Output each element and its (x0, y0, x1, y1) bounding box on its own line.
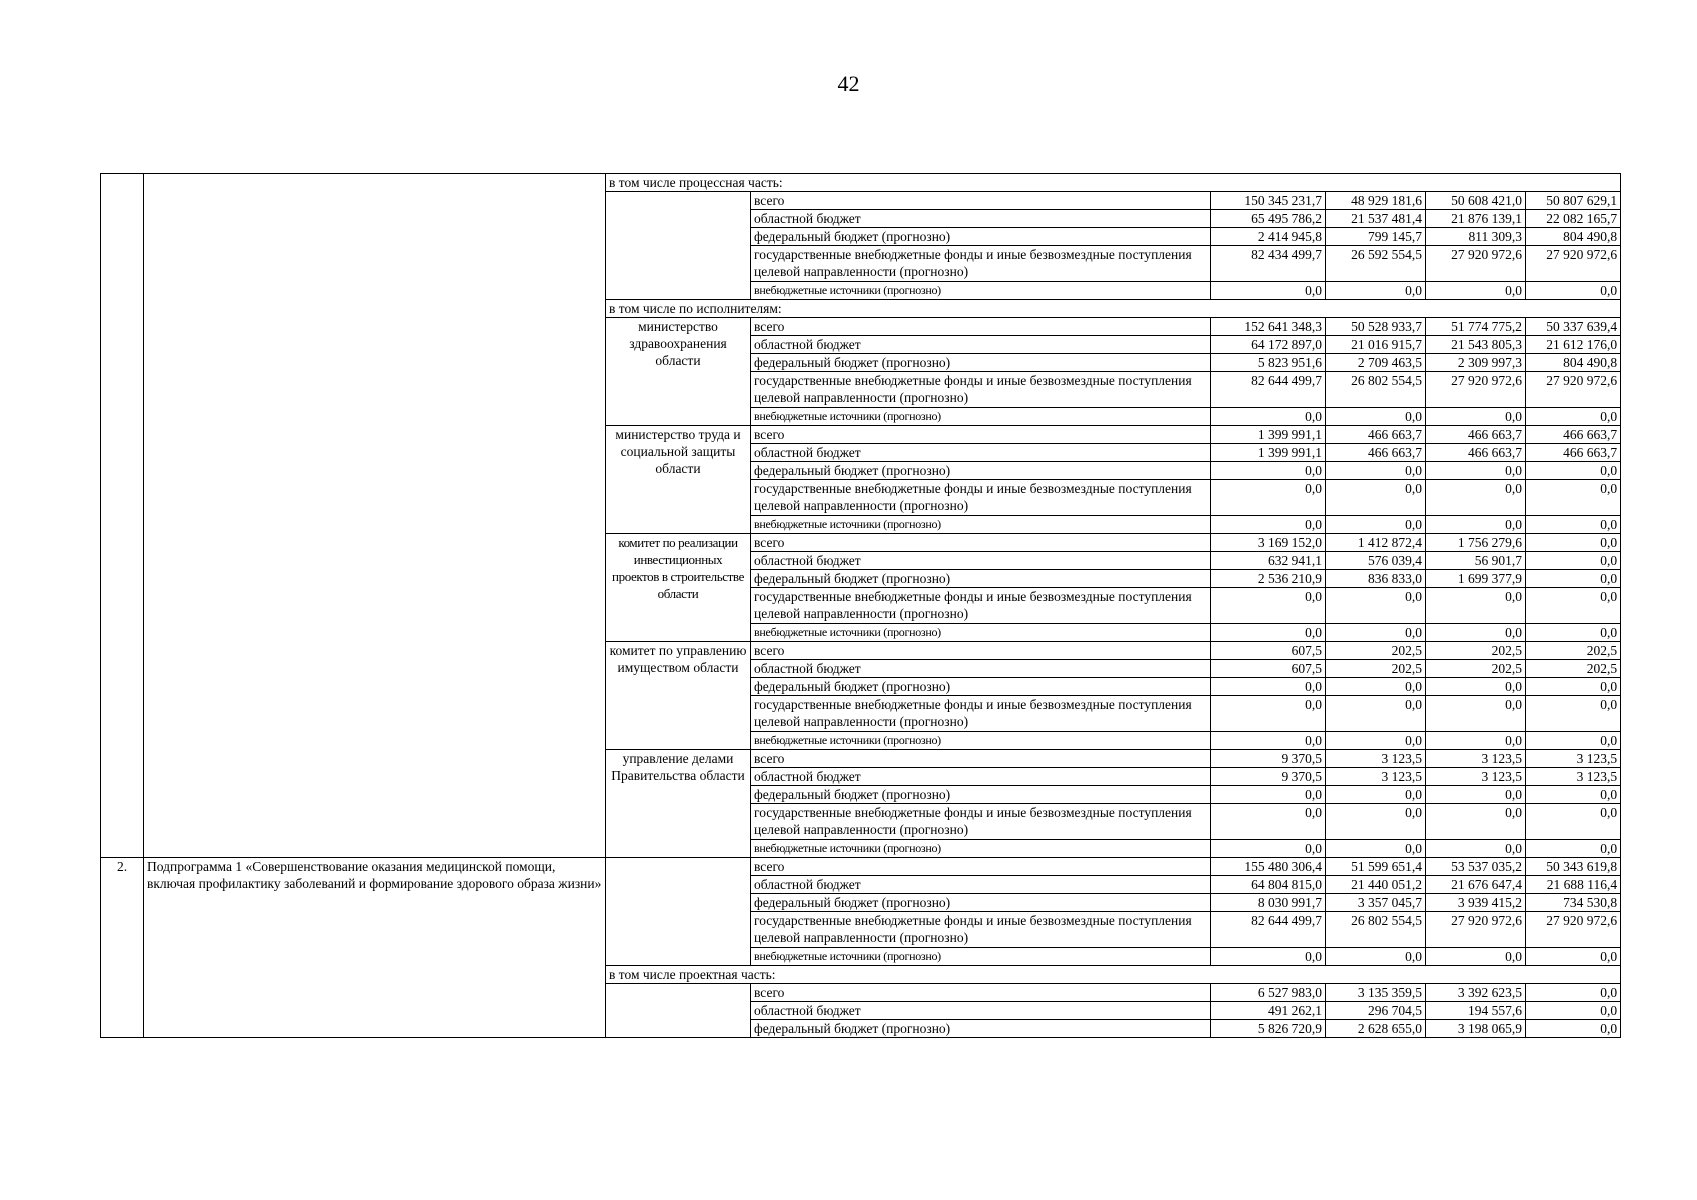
amount-cell: 21 440 051,2 (1326, 876, 1426, 894)
amount-cell: 804 490,8 (1526, 228, 1621, 246)
amount-cell: 2 309 997,3 (1426, 354, 1526, 372)
funding-source: областной бюджет (751, 768, 1211, 786)
amount-cell: 0,0 (1211, 678, 1326, 696)
amount-cell: 0,0 (1426, 678, 1526, 696)
amount-cell: 836 833,0 (1326, 570, 1426, 588)
amount-cell: 1 699 377,9 (1426, 570, 1526, 588)
amount-cell: 3 123,5 (1326, 768, 1426, 786)
funding-source: всего (751, 426, 1211, 444)
amount-cell: 194 557,6 (1426, 1002, 1526, 1020)
funding-source: областной бюджет (751, 552, 1211, 570)
amount-cell: 51 599 651,4 (1326, 858, 1426, 876)
amount-cell: 0,0 (1526, 948, 1621, 966)
amount-cell: 0,0 (1426, 732, 1526, 750)
funding-source: федеральный бюджет (прогнозно) (751, 462, 1211, 480)
table-row (101, 858, 1621, 876)
financing-table (100, 173, 1621, 1038)
amount-cell: 50 528 933,7 (1326, 318, 1426, 336)
subprogram-name: Подпрограмма 1 «Совершенствование оказания медицинской помощи, включая профилактику заболеваний и формирование здорового образа жизни» (144, 858, 606, 1038)
amount-cell: 0,0 (1211, 732, 1326, 750)
amount-cell: 0,0 (1211, 480, 1326, 516)
funding-source: федеральный бюджет (прогнозно) (751, 786, 1211, 804)
amount-cell: 21 016 915,7 (1326, 336, 1426, 354)
amount-cell: 734 530,8 (1526, 894, 1621, 912)
amount-cell: 27 920 972,6 (1426, 912, 1526, 948)
executor-labor: министерство труда и социальной защиты области (606, 426, 751, 534)
amount-cell: 0,0 (1526, 588, 1621, 624)
amount-cell: 0,0 (1326, 588, 1426, 624)
amount-cell: 2 414 945,8 (1211, 228, 1326, 246)
page-number: 42 (837, 71, 860, 96)
amount-cell: 632 941,1 (1211, 552, 1326, 570)
amount-cell: 21 688 116,4 (1526, 876, 1621, 894)
amount-cell: 804 490,8 (1526, 354, 1621, 372)
amount-cell: 82 434 499,7 (1211, 246, 1326, 282)
amount-cell: 21 876 139,1 (1426, 210, 1526, 228)
funding-source: внебюджетные источники (прогнозно) (751, 408, 1211, 426)
amount-cell: 466 663,7 (1326, 444, 1426, 462)
funding-source: федеральный бюджет (прогнозно) (751, 354, 1211, 372)
amount-cell: 50 343 619,8 (1526, 858, 1621, 876)
funding-source: областной бюджет (751, 1002, 1211, 1020)
amount-cell: 0,0 (1526, 984, 1621, 1002)
funding-source: государственные внебюджетные фонды и иные безвозмездные поступления целевой направленности (прогнозно) (751, 246, 1211, 282)
amount-cell: 0,0 (1326, 462, 1426, 480)
amount-cell: 3 135 359,5 (1326, 984, 1426, 1002)
amount-cell: 0,0 (1526, 696, 1621, 732)
amount-cell: 0,0 (1211, 624, 1326, 642)
amount-cell: 466 663,7 (1526, 426, 1621, 444)
amount-cell: 27 920 972,6 (1426, 372, 1526, 408)
amount-cell: 296 704,5 (1326, 1002, 1426, 1020)
amount-cell: 491 262,1 (1211, 1002, 1326, 1020)
amount-cell: 3 123,5 (1426, 750, 1526, 768)
funding-source: федеральный бюджет (прогнозно) (751, 894, 1211, 912)
amount-cell: 3 123,5 (1526, 768, 1621, 786)
amount-cell: 0,0 (1326, 408, 1426, 426)
amount-cell: 466 663,7 (1326, 426, 1426, 444)
amount-cell: 21 676 647,4 (1426, 876, 1526, 894)
name-cell (144, 174, 606, 858)
amount-cell: 64 172 897,0 (1211, 336, 1326, 354)
amount-cell: 607,5 (1211, 642, 1326, 660)
funding-source: внебюджетные источники (прогнозно) (751, 282, 1211, 300)
funding-source: областной бюджет (751, 444, 1211, 462)
funding-source: всего (751, 192, 1211, 210)
amount-cell: 50 337 639,4 (1526, 318, 1621, 336)
funding-source: государственные внебюджетные фонды и иные безвозмездные поступления целевой направленности (прогнозно) (751, 372, 1211, 408)
amount-cell: 0,0 (1211, 804, 1326, 840)
amount-cell: 0,0 (1526, 804, 1621, 840)
amount-cell: 152 641 348,3 (1211, 318, 1326, 336)
amount-cell: 3 357 045,7 (1326, 894, 1426, 912)
amount-cell: 0,0 (1426, 840, 1526, 858)
amount-cell: 53 537 035,2 (1426, 858, 1526, 876)
amount-cell: 0,0 (1426, 786, 1526, 804)
amount-cell: 1 399 991,1 (1211, 444, 1326, 462)
funding-source: внебюджетные источники (прогнозно) (751, 948, 1211, 966)
amount-cell: 9 370,5 (1211, 750, 1326, 768)
amount-cell: 21 543 805,3 (1426, 336, 1526, 354)
amount-cell: 0,0 (1426, 624, 1526, 642)
amount-cell: 2 536 210,9 (1211, 570, 1326, 588)
amount-cell: 3 392 623,5 (1426, 984, 1526, 1002)
amount-cell: 607,5 (1211, 660, 1326, 678)
amount-cell: 202,5 (1526, 660, 1621, 678)
amount-cell: 202,5 (1326, 642, 1426, 660)
amount-cell: 799 145,7 (1326, 228, 1426, 246)
amount-cell: 0,0 (1211, 408, 1326, 426)
amount-cell: 1 756 279,6 (1426, 534, 1526, 552)
amount-cell: 0,0 (1526, 282, 1621, 300)
funding-source: областной бюджет (751, 336, 1211, 354)
amount-cell: 3 169 152,0 (1211, 534, 1326, 552)
section-row (101, 174, 1621, 192)
amount-cell: 48 929 181,6 (1326, 192, 1426, 210)
amount-cell: 5 826 720,9 (1211, 1020, 1326, 1038)
amount-cell: 0,0 (1526, 1020, 1621, 1038)
amount-cell: 150 345 231,7 (1211, 192, 1326, 210)
amount-cell: 0,0 (1526, 786, 1621, 804)
amount-cell: 155 480 306,4 (1211, 858, 1326, 876)
amount-cell: 0,0 (1326, 624, 1426, 642)
amount-cell: 0,0 (1426, 282, 1526, 300)
executor-health: министерство здравоохранения области (606, 318, 751, 426)
funding-source: федеральный бюджет (прогнозно) (751, 678, 1211, 696)
funding-source: государственные внебюджетные фонды и иные безвозмездные поступления целевой направленности (прогнозно) (751, 912, 1211, 948)
amount-cell: 3 123,5 (1426, 768, 1526, 786)
funding-source: государственные внебюджетные фонды и иные безвозмездные поступления целевой направленности (прогнозно) (751, 480, 1211, 516)
amount-cell: 26 802 554,5 (1326, 372, 1426, 408)
amount-cell: 0,0 (1326, 696, 1426, 732)
funding-source: государственные внебюджетные фонды и иные безвозмездные поступления целевой направленности (прогнозно) (751, 588, 1211, 624)
amount-cell: 0,0 (1326, 282, 1426, 300)
amount-cell: 6 527 983,0 (1211, 984, 1326, 1002)
amount-cell: 0,0 (1211, 462, 1326, 480)
amount-cell: 0,0 (1526, 624, 1621, 642)
amount-cell: 0,0 (1426, 408, 1526, 426)
amount-cell: 0,0 (1526, 1002, 1621, 1020)
amount-cell: 27 920 972,6 (1526, 246, 1621, 282)
section-label: в том числе проектная часть: (606, 966, 1621, 984)
amount-cell: 3 123,5 (1526, 750, 1621, 768)
amount-cell: 0,0 (1526, 516, 1621, 534)
funding-source: государственные внебюджетные фонды и иные безвозмездные поступления целевой направленности (прогнозно) (751, 804, 1211, 840)
amount-cell: 0,0 (1326, 678, 1426, 696)
amount-cell: 1 399 991,1 (1211, 426, 1326, 444)
amount-cell: 22 082 165,7 (1526, 210, 1621, 228)
row-number-cell (101, 174, 144, 858)
amount-cell: 0,0 (1426, 480, 1526, 516)
executor-construction: комитет по реализации инвестиционных проектов в строительстве области (606, 534, 751, 642)
amount-cell: 202,5 (1526, 642, 1621, 660)
amount-cell: 82 644 499,7 (1211, 372, 1326, 408)
executor-cell (606, 858, 751, 966)
amount-cell: 65 495 786,2 (1211, 210, 1326, 228)
amount-cell: 0,0 (1526, 570, 1621, 588)
funding-source: федеральный бюджет (прогнозно) (751, 1020, 1211, 1038)
amount-cell: 27 920 972,6 (1426, 246, 1526, 282)
amount-cell: 51 774 775,2 (1426, 318, 1526, 336)
amount-cell: 27 920 972,6 (1526, 912, 1621, 948)
funding-source: всего (751, 318, 1211, 336)
funding-source: государственные внебюджетные фонды и иные безвозмездные поступления целевой направленности (прогнозно) (751, 696, 1211, 732)
amount-cell: 82 644 499,7 (1211, 912, 1326, 948)
funding-source: всего (751, 750, 1211, 768)
amount-cell: 0,0 (1526, 534, 1621, 552)
amount-cell: 21 612 176,0 (1526, 336, 1621, 354)
amount-cell: 0,0 (1326, 786, 1426, 804)
amount-cell: 0,0 (1426, 948, 1526, 966)
amount-cell: 0,0 (1526, 552, 1621, 570)
amount-cell: 466 663,7 (1426, 444, 1526, 462)
funding-source: внебюджетные источники (прогнозно) (751, 516, 1211, 534)
funding-source: областной бюджет (751, 660, 1211, 678)
amount-cell: 0,0 (1426, 588, 1526, 624)
amount-cell: 0,0 (1326, 480, 1426, 516)
amount-cell: 0,0 (1426, 804, 1526, 840)
funding-source: федеральный бюджет (прогнозно) (751, 228, 1211, 246)
amount-cell: 1 412 872,4 (1326, 534, 1426, 552)
amount-cell: 56 901,7 (1426, 552, 1526, 570)
amount-cell: 0,0 (1326, 840, 1426, 858)
amount-cell: 0,0 (1211, 588, 1326, 624)
amount-cell: 50 807 629,1 (1526, 192, 1621, 210)
amount-cell: 21 537 481,4 (1326, 210, 1426, 228)
amount-cell: 5 823 951,6 (1211, 354, 1326, 372)
amount-cell: 0,0 (1326, 948, 1426, 966)
amount-cell: 3 198 065,9 (1426, 1020, 1526, 1038)
amount-cell: 466 663,7 (1526, 444, 1621, 462)
amount-cell: 2 628 655,0 (1326, 1020, 1426, 1038)
amount-cell: 26 802 554,5 (1326, 912, 1426, 948)
subprogram-number: 2. (101, 858, 144, 1038)
funding-source: федеральный бюджет (прогнозно) (751, 570, 1211, 588)
amount-cell: 0,0 (1211, 840, 1326, 858)
funding-source: областной бюджет (751, 876, 1211, 894)
amount-cell: 0,0 (1211, 786, 1326, 804)
amount-cell: 202,5 (1426, 642, 1526, 660)
executor-cell (606, 192, 751, 300)
funding-source: всего (751, 642, 1211, 660)
amount-cell: 0,0 (1526, 678, 1621, 696)
section-label: в том числе процессная часть: (606, 174, 1621, 192)
amount-cell: 466 663,7 (1426, 426, 1526, 444)
funding-source: всего (751, 534, 1211, 552)
amount-cell: 64 804 815,0 (1211, 876, 1326, 894)
amount-cell: 811 309,3 (1426, 228, 1526, 246)
amount-cell: 202,5 (1426, 660, 1526, 678)
amount-cell: 0,0 (1326, 516, 1426, 534)
amount-cell: 0,0 (1211, 282, 1326, 300)
amount-cell: 576 039,4 (1326, 552, 1426, 570)
amount-cell: 3 123,5 (1326, 750, 1426, 768)
amount-cell: 0,0 (1211, 948, 1326, 966)
amount-cell: 0,0 (1211, 696, 1326, 732)
amount-cell: 0,0 (1211, 516, 1326, 534)
executor-property: комитет по управлению имуществом области (606, 642, 751, 750)
amount-cell: 202,5 (1326, 660, 1426, 678)
amount-cell: 0,0 (1526, 480, 1621, 516)
funding-source: внебюджетные источники (прогнозно) (751, 624, 1211, 642)
amount-cell: 9 370,5 (1211, 768, 1326, 786)
amount-cell: 0,0 (1426, 516, 1526, 534)
executor-affairs: управление делами Правительства области (606, 750, 751, 858)
funding-source: внебюджетные источники (прогнозно) (751, 732, 1211, 750)
amount-cell: 0,0 (1426, 462, 1526, 480)
amount-cell: 26 592 554,5 (1326, 246, 1426, 282)
amount-cell: 0,0 (1526, 462, 1621, 480)
amount-cell: 2 709 463,5 (1326, 354, 1426, 372)
amount-cell: 3 939 415,2 (1426, 894, 1526, 912)
amount-cell: 0,0 (1526, 840, 1621, 858)
section-label: в том числе по исполнителям: (606, 300, 1621, 318)
amount-cell: 0,0 (1326, 804, 1426, 840)
amount-cell: 0,0 (1526, 408, 1621, 426)
amount-cell: 8 030 991,7 (1211, 894, 1326, 912)
executor-cell (606, 984, 751, 1038)
amount-cell: 50 608 421,0 (1426, 192, 1526, 210)
amount-cell: 0,0 (1426, 696, 1526, 732)
funding-source: всего (751, 858, 1211, 876)
funding-source: областной бюджет (751, 210, 1211, 228)
funding-source: всего (751, 984, 1211, 1002)
funding-source: внебюджетные источники (прогнозно) (751, 840, 1211, 858)
amount-cell: 0,0 (1326, 732, 1426, 750)
amount-cell: 0,0 (1526, 732, 1621, 750)
amount-cell: 27 920 972,6 (1526, 372, 1621, 408)
